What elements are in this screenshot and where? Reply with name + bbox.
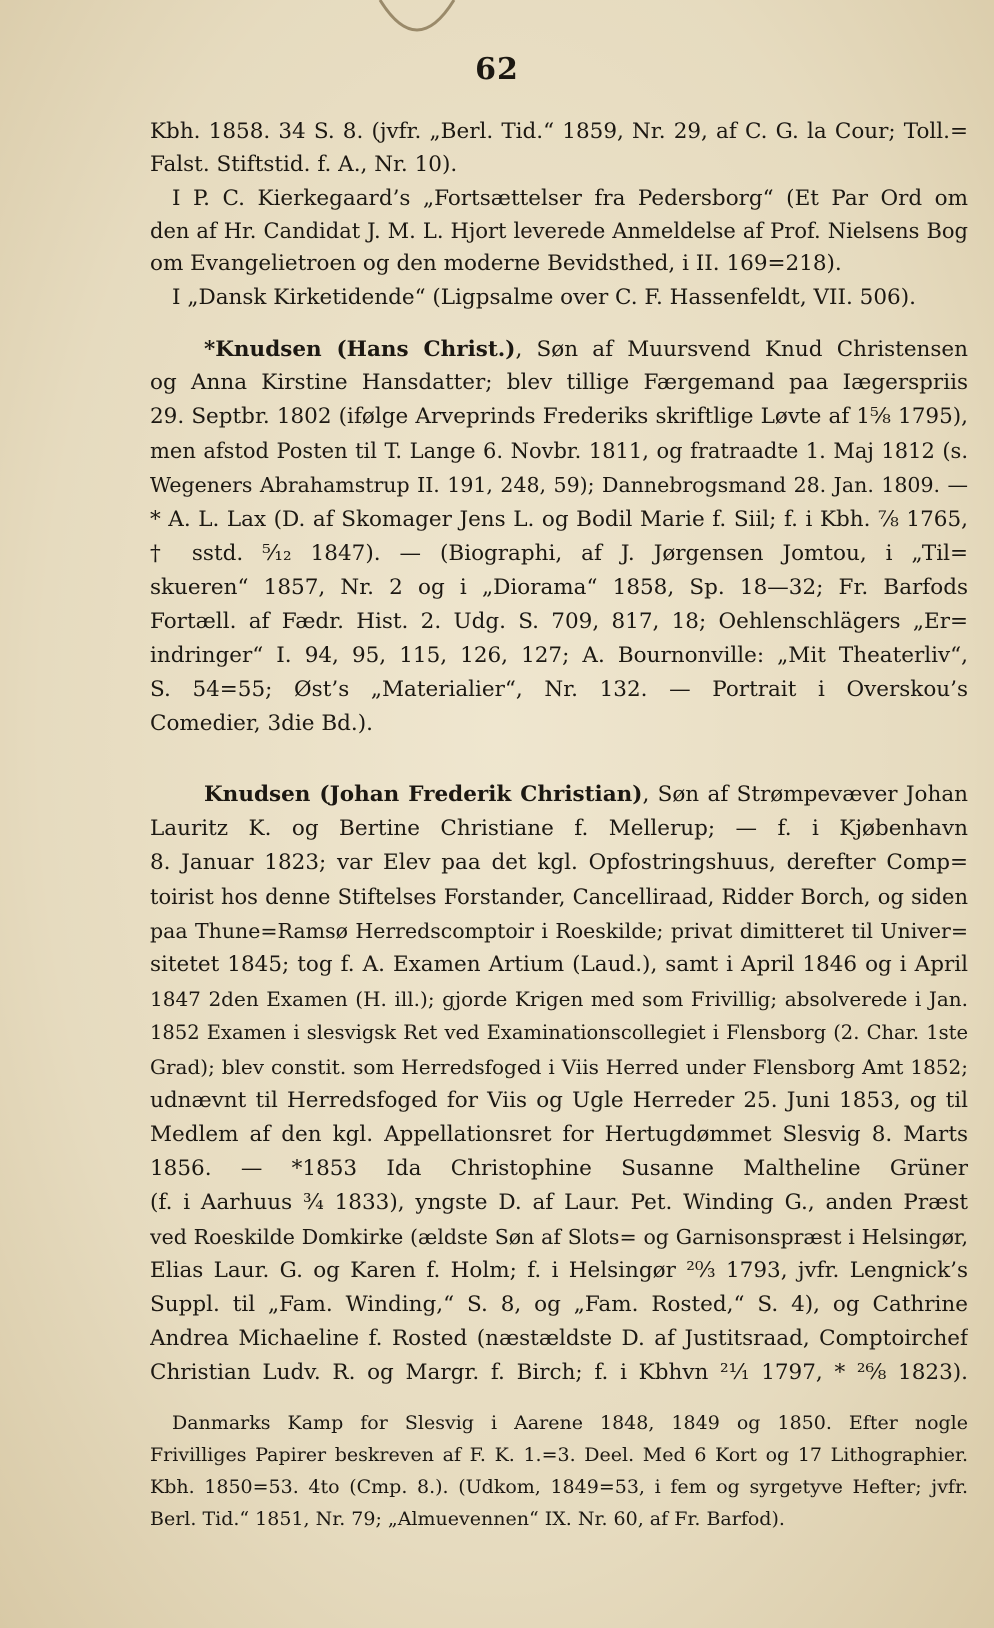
- text-line: Falst. Stiftstid. f. A., Nr. 10).: [150, 152, 458, 177]
- text-line: om Evangelietroen og den moderne Bevidsthed, i II. 169=218).: [150, 251, 842, 276]
- text-line: 1856. — *1853 Ida Christophine Susanne Maltheline Grüner: [150, 1156, 968, 1181]
- text-line: Comedier, 3die Bd.).: [150, 711, 373, 736]
- bibliography-line: Berl. Tid.“ 1851, Nr. 79; „Almuevennen“ IX. Nr. 60, af Fr. Barfod).: [150, 1508, 785, 1530]
- bibliography-line: Frivilliges Papirer beskreven af F. K. 1.=3. Deel. Med 6 Kort og 17 Lithographier.: [150, 1444, 968, 1466]
- text-line: sitetet 1845; tog f. A. Examen Artium (Laud.), samt i April 1846 og i April: [150, 952, 968, 977]
- text-line: 1847 2den Examen (H. ill.); gjorde Krigen med som Frivillig; absolverede i Jan.: [150, 987, 968, 1011]
- bibliography-line: Kbh. 1850=53. 4to (Cmp. 8.). (Udkom, 1849=53, i fem og syrgetyve Hefter; jvfr.: [150, 1476, 968, 1498]
- text-line: toirist hos denne Stiftelses Forstander, Cancelliraad, Ridder Borch, og siden: [150, 885, 968, 909]
- text-line: den af Hr. Candidat J. M. L. Hjort leverede Anmeldelse af Prof. Nielsens Bog: [150, 219, 968, 243]
- text-line: S. 54=55; Øst’s „Materialier“, Nr. 132. — Portrait i Overskou’s: [150, 677, 968, 702]
- text-line: Andrea Michaeline f. Rosted (næstældste D. af Justitsraad, Comptoirchef: [150, 1326, 968, 1351]
- text-line: 8. Januar 1823; var Elev paa det kgl. Opfostringshuus, derefter Comp=: [150, 850, 968, 875]
- text-line: I „Dansk Kirketidende“ (Ligpsalme over C. F. Hassenfeldt, VII. 506).: [172, 285, 916, 310]
- entry-heading-line: Knudsen (Johan Frederik Christian), Søn af Strømpevæver Johan: [204, 782, 968, 807]
- text-line: Lauritz K. og Bertine Christiane f. Mellerup; — f. i Kjøbenhavn: [150, 816, 968, 841]
- binding-thread-mark: [372, 0, 462, 46]
- text-line: 1852 Examen i slesvigsk Ret ved Examinationscollegiet i Flensborg (2. Char. 1ste: [150, 1021, 968, 1044]
- text-line: (f. i Aarhuus ¾ 1833), yngste D. af Laur. Pet. Winding G., anden Præst: [150, 1190, 968, 1215]
- text-line: ved Roeskilde Domkirke (ældste Søn af Slots= og Garnisonspræst i Helsingør,: [150, 1225, 968, 1249]
- text-line: 29. Septbr. 1802 (ifølge Arveprinds Frederiks skriftlige Løvte af 1⁵⁄₈ 1795),: [150, 404, 968, 429]
- text-line: Medlem af den kgl. Appellationsret for Hertugdømmet Slesvig 8. Marts: [150, 1122, 968, 1147]
- text-line: udnævnt til Herredsfoged for Viis og Ugle Herreder 25. Juni 1853, og til: [150, 1088, 968, 1113]
- text-line: paa Thune=Ramsø Herredscomptoir i Roeskilde; privat dimitteret til Univer=: [150, 919, 968, 943]
- text-line: Suppl. til „Fam. Winding,“ S. 8, og „Fam. Rosted,“ S. 4), og Cathrine: [150, 1292, 968, 1317]
- text-line: Grad); blev constit. som Herredsfoged i Viis Herred under Flensborg Amt 1852;: [150, 1055, 968, 1079]
- text-line: og Anna Kirstine Hansdatter; blev tillige Færgemand paa Iægerspriis: [150, 370, 968, 395]
- text-line: I P. C. Kierkegaard’s „Fortsættelser fra Pedersborg“ (Et Par Ord om: [172, 186, 968, 211]
- text-line: Kbh. 1858. 34 S. 8. (jvfr. „Berl. Tid.“ 1859, Nr. 29, af C. G. la Cour; Toll.=: [150, 119, 968, 144]
- entry-heading-line: *Knudsen (Hans Christ.), Søn af Muursvend Knud Christensen: [204, 337, 968, 362]
- text-line: skueren“ 1857, Nr. 2 og i „Diorama“ 1858, Sp. 18—32; Fr. Barfods: [150, 575, 968, 600]
- text-line: Christian Ludv. R. og Margr. f. Birch; f. i Kbhvn ²¹⁄₁ 1797, * ²⁶⁄₈ 1823).: [150, 1360, 968, 1385]
- text-line: Fortæll. af Fædr. Hist. 2. Udg. S. 709, 817, 18; Oehlenschlägers „Er=: [150, 609, 968, 634]
- page-number: 62: [475, 52, 519, 87]
- text-line: † sstd. ⁵⁄₁₂ 1847). — (Biographi, af J. Jørgensen Jomtou, i „Til=: [150, 541, 968, 566]
- text-line: Wegeners Abrahamstrup II. 191, 248, 59); Dannebrogsmand 28. Jan. 1809. —: [150, 473, 968, 497]
- bibliography-line: Danmarks Kamp for Slesvig i Aarene 1848, 1849 og 1850. Efter nogle: [172, 1412, 968, 1434]
- text-line: indringer“ I. 94, 95, 115, 126, 127; A. Bournonville: „Mit Theaterliv“,: [150, 643, 968, 668]
- text-line: men afstod Posten til T. Lange 6. Novbr. 1811, og fratraadte 1. Maj 1812 (s.: [150, 439, 968, 463]
- text-line: * A. L. Lax (D. af Skomager Jens L. og Bodil Marie f. Siil; f. i Kbh. ⅞ 1765,: [150, 507, 968, 532]
- text-line: Elias Laur. G. og Karen f. Holm; f. i Helsingør ²⁰⁄₃ 1793, jvfr. Lengnick’s: [150, 1258, 968, 1283]
